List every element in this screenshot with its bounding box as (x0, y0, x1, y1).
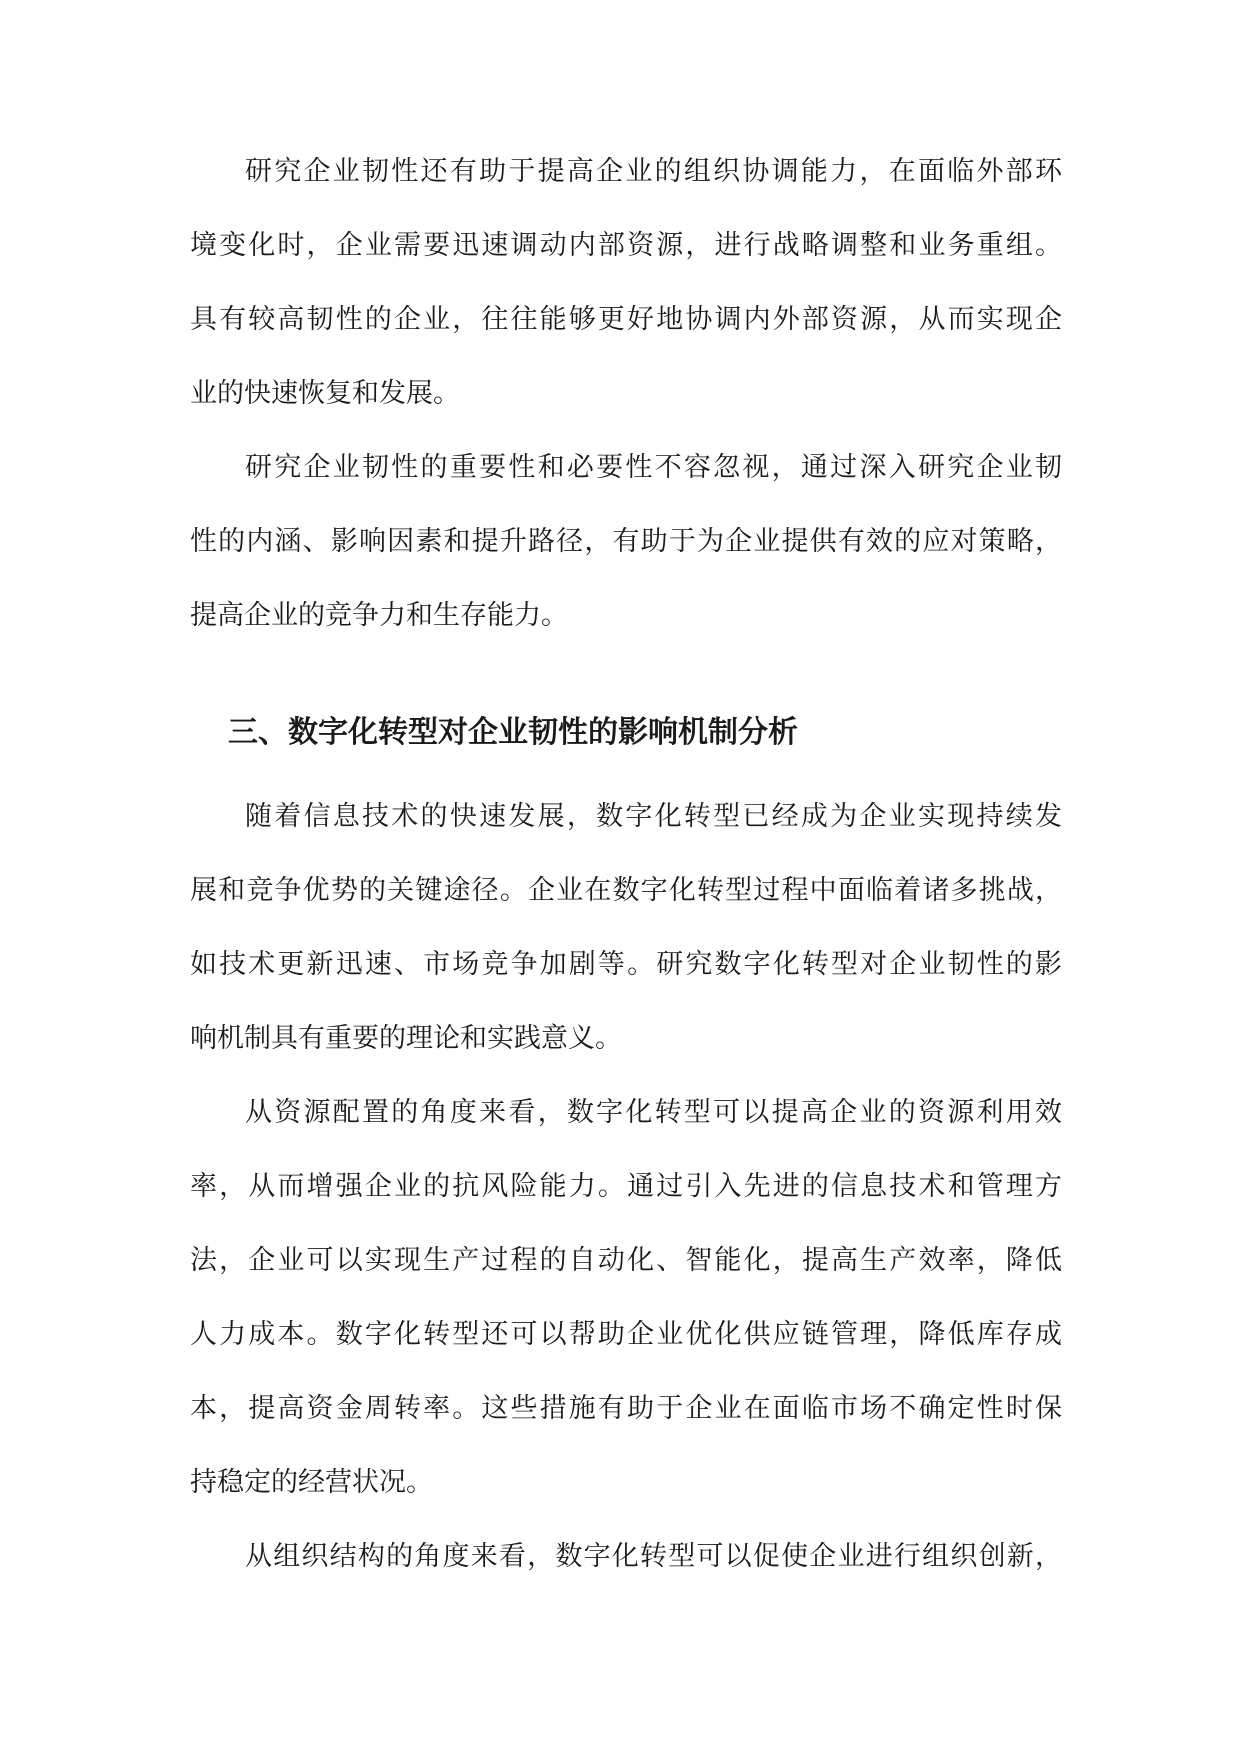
paragraph (190, 780, 1062, 1076)
paragraph-line: 随着信息技术的快速发展，数字化转型已经成为企业实现持续发 (245, 801, 1062, 832)
paragraph-line: 法，企业可以实现生产过程的自动化、智能化，提高生产效率，降低 (190, 1245, 1062, 1276)
paragraph-line: 人力成本。数字化转型还可以帮助企业优化供应链管理，降低库存成 (190, 1319, 1062, 1350)
paragraph (190, 135, 1062, 431)
paragraph-line: 业的快速恢复和发展。 (190, 378, 460, 409)
paragraph-line: 具有较高韧性的企业，往往能够更好地协调内外部资源，从而实现企 (190, 304, 1062, 335)
paragraph (190, 1076, 1062, 1520)
document-body (190, 135, 1062, 1594)
paragraph-line: 率，从而增强企业的抗风险能力。通过引入先进的信息技术和管理方 (190, 1171, 1062, 1202)
paragraph-line: 从组织结构的角度来看，数字化转型可以促使企业进行组织创新， (245, 1541, 1062, 1572)
paragraph (190, 431, 1062, 653)
paragraph-line: 响机制具有重要的理论和实践意义。 (190, 1023, 622, 1054)
paragraph-line: 境变化时，企业需要迅速调动内部资源，进行战略调整和业务重组。 (190, 230, 1062, 261)
paragraph-line: 研究企业韧性的重要性和必要性不容忽视，通过深入研究企业韧 (245, 452, 1062, 483)
paragraph-line: 持稳定的经营状况。 (190, 1467, 433, 1498)
paragraph (190, 1520, 1062, 1594)
paragraph-line: 本，提高资金周转率。这些措施有助于企业在面临市场不确定性时保 (190, 1393, 1062, 1424)
paragraph-line: 从资源配置的角度来看，数字化转型可以提高企业的资源利用效 (245, 1097, 1062, 1128)
paragraph-line: 如技术更新迅速、市场竞争加剧等。研究数字化转型对企业韧性的影 (190, 949, 1062, 980)
paragraph-line: 提高企业的竞争力和生存能力。 (190, 600, 568, 631)
section-heading: 三、数字化转型对企业韧性的影响机制分析 (228, 715, 798, 750)
paragraph-line: 性的内涵、影响因素和提升路径，有助于为企业提供有效的应对策略， (190, 526, 1062, 557)
paragraph-line: 展和竞争优势的关键途径。企业在数字化转型过程中面临着诸多挑战， (190, 875, 1062, 906)
paragraph-line: 研究企业韧性还有助于提高企业的组织协调能力，在面临外部环 (245, 156, 1062, 187)
